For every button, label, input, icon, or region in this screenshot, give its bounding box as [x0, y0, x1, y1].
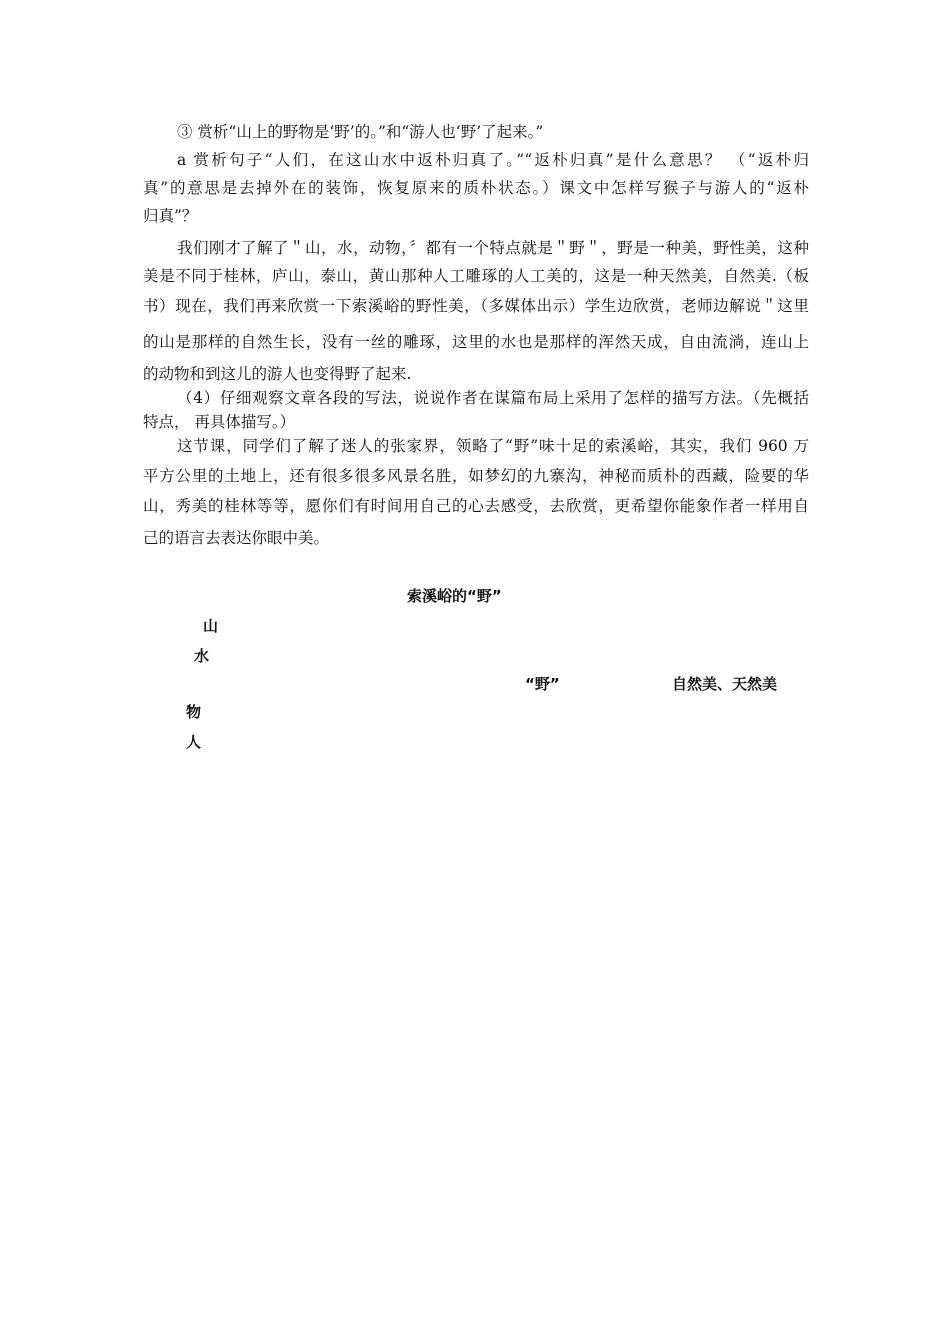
paragraph-writing-method-line2: 特点， 再具体描写。） [143, 413, 296, 431]
paragraph-summary-line4: 己的语言去表达你眼中美。 [143, 529, 330, 547]
paragraph-appreciate-wild: ③ 赏析“山上的野物是‘野’的。”和“游人也‘野’了起来。” [177, 123, 544, 141]
paragraph-wild-beauty-line3: 书）现在，我们再来欣赏一下索溪峪的野性美，（多媒体出示）学生边欣赏，老师边解说＂这里 [143, 297, 809, 315]
board-item-animal: 物 [186, 703, 202, 721]
board-center-wild: “野” [525, 675, 560, 693]
board-item-mountain: 山 [203, 617, 219, 635]
paragraph-summary-line3: 山，秀美的桂林等等，愿你们有时间用自己的心去感受，去欣赏，更希望你能象作者一样用自 [143, 497, 809, 515]
paragraph-wild-beauty-line1: 我们刚才了解了＂山，水，动物，〞都有一个特点就是＂野＂，野是一种美，野性美，这种 [177, 239, 809, 257]
paragraph-summary-line2: 平方公里的土地上，还有很多很多风景名胜，如梦幻的九寨沟，神秘而质朴的西藏，险要的华 [143, 467, 809, 485]
paragraph-return-nature-line2: 真”的意思是去掉外在的装饰，恢复原来的质朴状态。）课文中怎样写猴子与游人的“返朴 [143, 179, 809, 197]
paragraph-wild-beauty-line2: 美是不同于桂林，庐山，泰山，黄山那种人工雕琢的人工美的，这是一种天然美，自然美.（板 [143, 267, 809, 285]
board-right-beauty: 自然美、天然美 [672, 675, 778, 693]
paragraph-return-nature-line1: a 赏析句子“人们，在这山水中返朴归真了。”“返朴归真”是什么意思？ （“返朴归 [177, 151, 809, 169]
paragraph-wild-beauty-line5: 的动物和到这儿的游人也变得野了起来. [143, 365, 412, 383]
board-item-water: 水 [194, 647, 210, 665]
paragraph-return-nature-line3: 归真”？ [143, 207, 198, 225]
board-item-people: 人 [186, 733, 202, 751]
board-title: 索溪峪的“野” [407, 587, 502, 605]
paragraph-wild-beauty-line4: 的山是那样的自然生长，没有一丝的雕琢，这里的水也是那样的浑然天成，自由流淌，连山上 [143, 333, 809, 351]
paragraph-writing-method-line1: （4）仔细观察文章各段的写法，说说作者在谋篇布局上采用了怎样的描写方法。（先概括 [177, 389, 809, 407]
paragraph-summary-line1: 这节课，同学们了解了迷人的张家界，领略了“野”味十足的索溪峪，其实，我们 960 万 [177, 437, 809, 455]
